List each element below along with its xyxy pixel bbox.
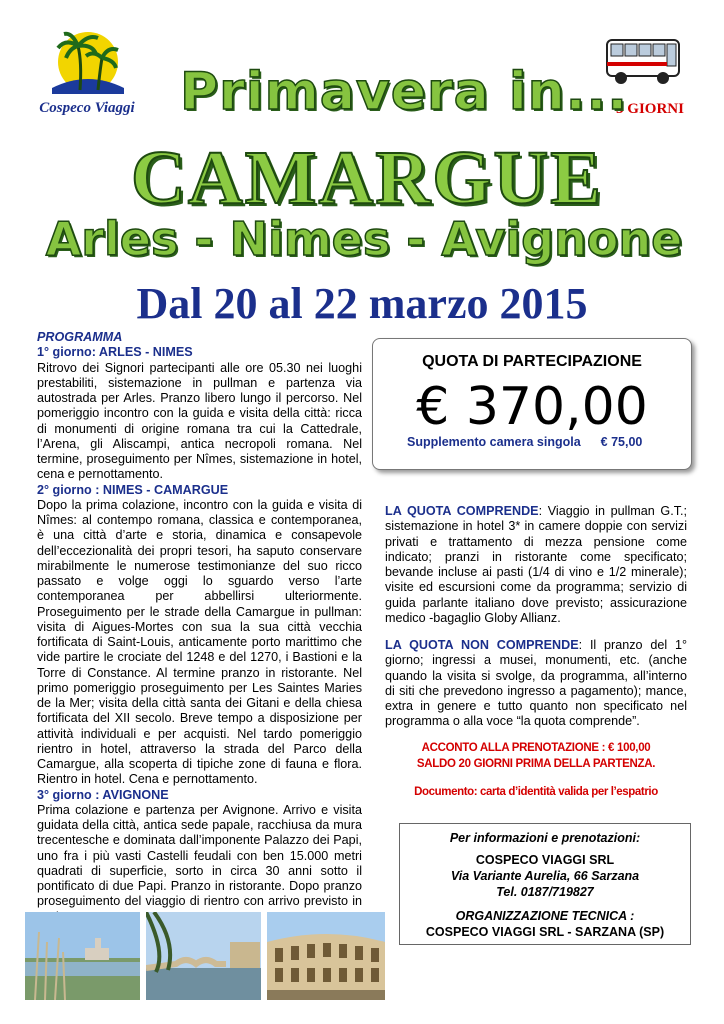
includes-section bbox=[385, 504, 687, 626]
balance-line: SALDO 20 GIORNI PRIMA DELLA PARTENZA. bbox=[416, 758, 656, 770]
duration-badge: 3 GIORNI bbox=[616, 101, 684, 117]
contact-phone: Tel. 0187/719827 bbox=[496, 885, 594, 899]
headline-destinations: Arles - Nimes - Avignone bbox=[45, 212, 683, 266]
excludes-section bbox=[385, 638, 687, 730]
excludes-text: : Il pranzo del 1° giorno; ingressi a musei, monumenti, etc. (anche quando la visita si svolge, da programma, all’interno di siti che prevedono ingresso a pagamento); mance, extra in genere e tutto quanto non specificato nel programma o alla voce “la quota comprende”. bbox=[385, 638, 687, 729]
company-logo bbox=[22, 22, 152, 122]
contact-address: Via Variante Aurelia, 66 Sarzana bbox=[450, 869, 640, 883]
day1-text: Ritrovo dei Signori partecipanti alle ore 05.30 nei luoghi prestabiliti, sistemazione in pullman e partenza via autostrada per Arles. Pranzo libero lungo il percorso. Nel pomeriggio incontro con la guida e visita della città: ricca di monumenti di origine romana tra cui la Cattedrale, l’Arena, gli Aliscampi, antica necropoli romana. Nel termine, proseguimento per Nîmes, sistemazione in hotel, cena e pernottamento. bbox=[37, 360, 362, 482]
photo-camargue-reeds bbox=[25, 912, 140, 1000]
supplement-label: Supplemento camera singola bbox=[407, 435, 581, 449]
trip-dates: Dal 20 al 22 marzo 2015 bbox=[136, 279, 588, 328]
logo-text: Cospeco Viaggi bbox=[39, 100, 135, 116]
day1-title: 1° giorno: ARLES - NIMES bbox=[37, 345, 193, 360]
program-section bbox=[37, 330, 362, 925]
payment-terms bbox=[385, 740, 687, 772]
headline-camargue: CAMARGUE bbox=[131, 136, 603, 220]
program-heading: PROGRAMMA bbox=[37, 330, 123, 344]
price-amount: € 370,00 bbox=[416, 377, 648, 437]
org-heading: ORGANIZZAZIONE TECNICA : bbox=[455, 909, 635, 923]
document-note: Documento: carta d’identità valida per l’espatrio bbox=[414, 786, 658, 798]
day2-text: Dopo la prima colazione, incontro con la guida e visita di Nîmes: al contempo romana, classica e contemporanea, è una città d’arte e storia, dinamica e consapevole dell’eccezionalità dei propri tesori, ha saputo conservare mirabilmente le numerose testimonianze del suo ricco passato e volge oggi lo sguardo verso l’arte contemporanea per abbellirsi ulteriormente. Proseguimento per le strade della Camargue in pullman: visita di Aigues-Mortes con sua la sua città vecchia fortificata di Saint-Louis, anticamente porto marittimo che vide partire le crociate del 1248 e del 1270, i Bastioni e la Torre di Constance. Al termine pranzo in ristorante. Nel primo pomeriggio proseguimento per Les Saintes Maries de la Mer; visita della città santa dei Gitani e della chiesa fortificata del XII secolo. Breve tempo a disposizione per attività individuali e per acquisti. Nel tardo pomeriggio rientro in hotel, attraverso la strada del Parco della Camargue, alla scoperta di tipiche zone di fauna e flora. Rientro in hotel. Cena e pernottamento. bbox=[37, 497, 362, 787]
palm-sun-icon bbox=[22, 22, 152, 102]
supplement-amount: € 75,00 bbox=[600, 435, 643, 449]
includes-text: : Viaggio in pullman G.T.; sistemazione in hotel 3* in camere doppie con servizi privati e trattamento di mezza pensione come indicato; pranzi in ristorante come specificato; bevande incluse ai pasti (1/4 di vino e 1/2 minerale); visite ed escursioni come da programma; servizio di guida parlante italiano dove previsto; assicurazione medico -bagaglio Globy Allianz. bbox=[385, 504, 687, 626]
price-label: QUOTA DI PARTECIPAZIONE bbox=[422, 353, 642, 370]
day3-title: 3° giorno : AVIGNONE bbox=[37, 787, 169, 802]
headline-primavera: Primavera in... bbox=[180, 62, 628, 122]
contact-box bbox=[399, 823, 691, 945]
contact-company: COSPECO VIAGGI SRL bbox=[475, 853, 615, 867]
photo-nimes-arena bbox=[267, 912, 385, 1000]
includes-heading: LA QUOTA COMPRENDE bbox=[385, 504, 539, 518]
single-supplement bbox=[407, 435, 642, 449]
contact-heading: Per informazioni e prenotazioni: bbox=[449, 831, 641, 845]
day2-title: 2° giorno : NIMES - CAMARGUE bbox=[37, 482, 229, 497]
day3-text: Prima colazione e partenza per Avignone. Arrivo e visita guidata della città, antica sede papale, racchiusa da mura trecentesche e dominata dall’imponente Palazzo dei Papi, uno fra i più vasti Castelli feudali con ben 15.000 metri quadrati di superficie, sorto in circa 30 anni sotto il pontificato di due Papi. Pranzo in ristorante. Dopo pranzo proseguimento del viaggio di rientro con arrivo previsto in bbox=[37, 802, 362, 909]
org-name: COSPECO VIAGGI SRL - SARZANA (SP) bbox=[425, 925, 665, 939]
excludes-heading: LA QUOTA NON COMPRENDE bbox=[385, 638, 579, 652]
photo-avignon-bridge bbox=[146, 912, 261, 1000]
price-box bbox=[372, 338, 692, 470]
deposit-line: ACCONTO ALLA PRENOTAZIONE : € 100,00 bbox=[421, 742, 651, 754]
